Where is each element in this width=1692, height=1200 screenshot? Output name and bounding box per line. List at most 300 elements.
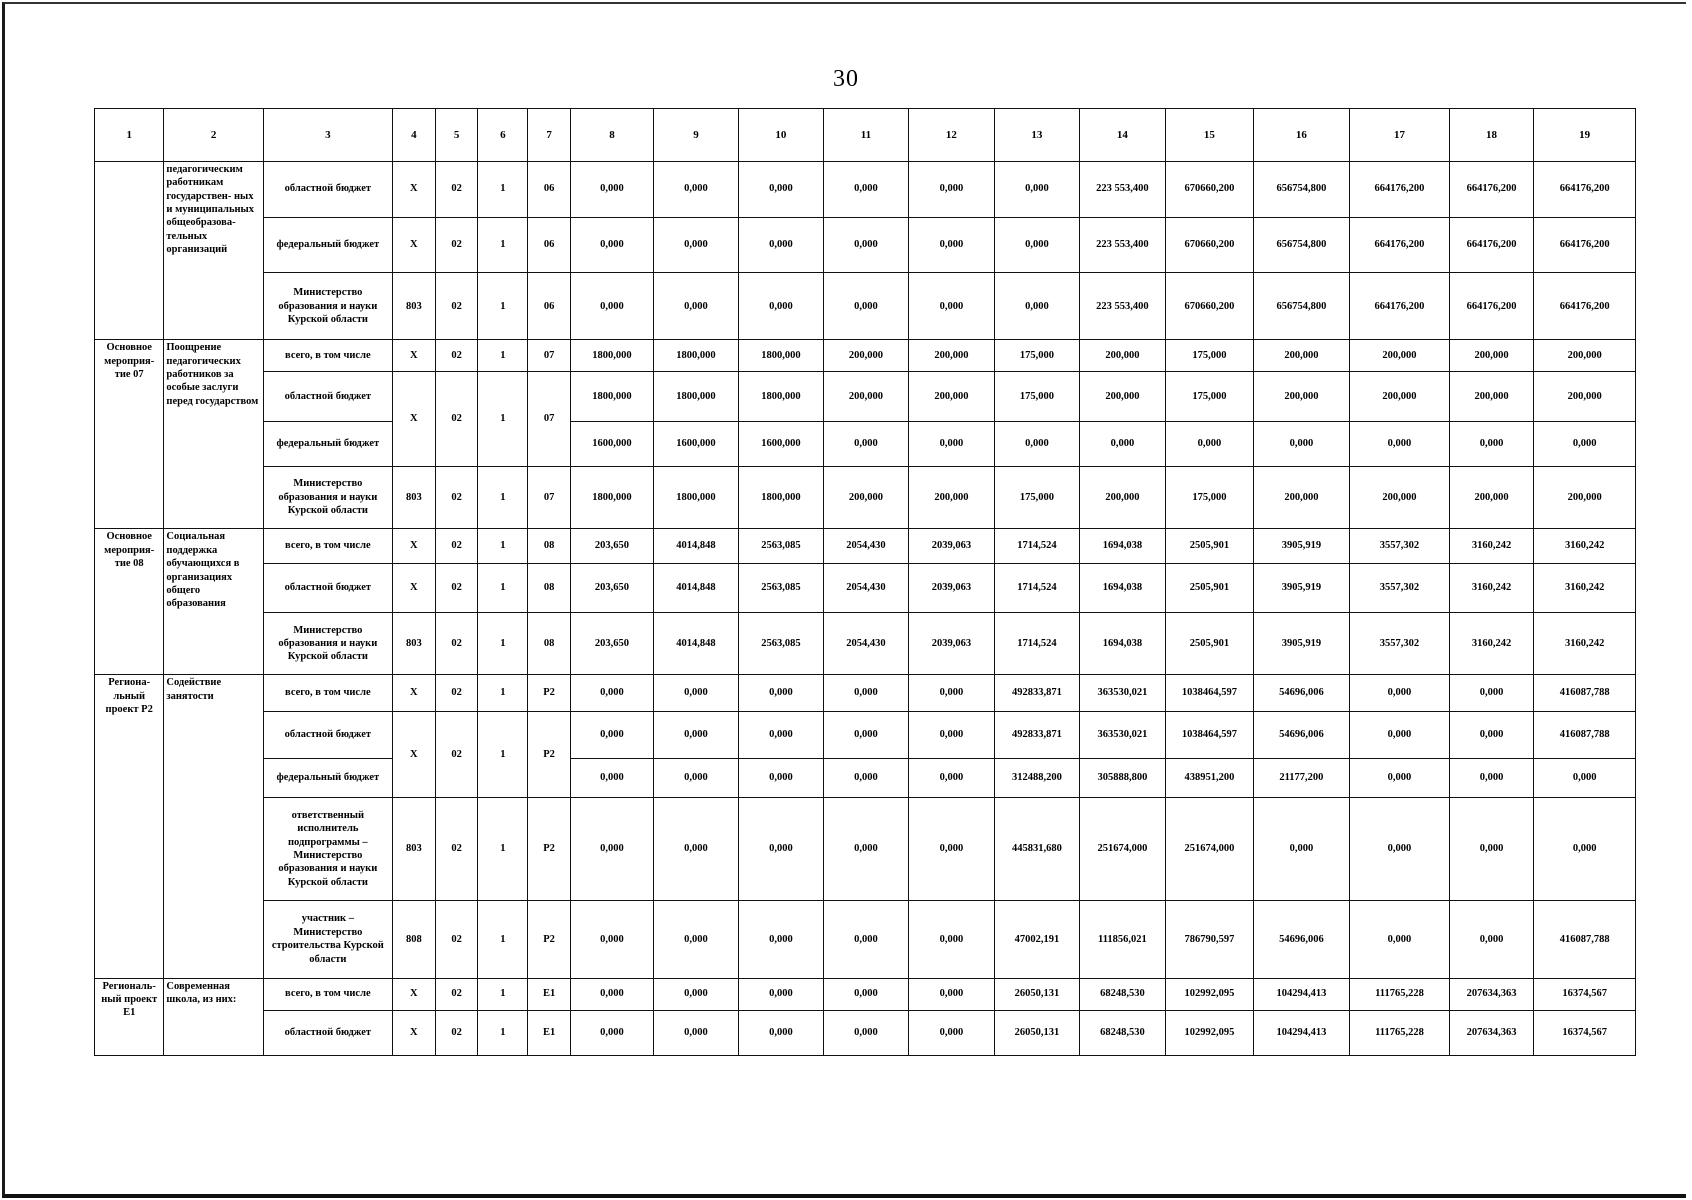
amount-cell-col16: 104294,413	[1253, 1010, 1350, 1055]
amount-cell-col11: 0,000	[824, 1010, 908, 1055]
amount-cell-col10: 0,000	[738, 978, 823, 1010]
amount-cell-col15: 0,000	[1166, 421, 1254, 466]
amount-cell-col18: 0,000	[1449, 797, 1533, 900]
amount-cell-col8: 1800,000	[570, 466, 653, 528]
section-code-cell: 02	[435, 1010, 477, 1055]
amount-cell-col8: 0,000	[570, 1010, 653, 1055]
amount-cell-col11: 0,000	[824, 421, 908, 466]
amount-cell-col18: 207634,363	[1449, 978, 1533, 1010]
amount-cell-col14: 251674,000	[1079, 797, 1166, 900]
column-header-13: 13	[995, 109, 1079, 162]
amount-cell-col13: 492833,871	[995, 675, 1079, 712]
amount-cell-col15: 2505,901	[1166, 529, 1254, 563]
amount-cell-col10: 0,000	[738, 273, 823, 340]
section-code-cell: 02	[435, 797, 477, 900]
measure-code-cell: Регионa- льный проект P2	[95, 675, 164, 978]
amount-cell-col19: 16374,567	[1534, 1010, 1636, 1055]
amount-cell-col13: 312488,200	[995, 759, 1079, 798]
amount-cell-col16: 104294,413	[1253, 978, 1350, 1010]
amount-cell-col15: 786790,597	[1166, 901, 1254, 978]
amount-cell-col14: 0,000	[1079, 421, 1166, 466]
table-row	[95, 161, 1636, 217]
event-code-cell: P2	[528, 901, 570, 978]
amount-cell-col11: 0,000	[824, 978, 908, 1010]
event-code-cell: P2	[528, 711, 570, 797]
amount-cell-col17: 200,000	[1350, 340, 1450, 372]
amount-cell-col10: 1800,000	[738, 466, 823, 528]
event-code-cell: E1	[528, 1010, 570, 1055]
amount-cell-col18: 3160,242	[1449, 529, 1533, 563]
measure-code-cell: Основное мероприя- тие 07	[95, 340, 164, 529]
subprogram-code-cell: 1	[478, 340, 528, 372]
measure-name-cell: Современная школа, из них:	[164, 978, 264, 1056]
amount-cell-col17: 111765,228	[1350, 1010, 1450, 1055]
grbs-code-cell: X	[392, 675, 435, 712]
section-code-cell: 02	[435, 372, 477, 467]
event-code-cell: E1	[528, 978, 570, 1010]
amount-cell-col19: 664176,200	[1534, 273, 1636, 340]
amount-cell-col17: 664176,200	[1350, 161, 1450, 217]
amount-cell-col9: 1800,000	[654, 340, 738, 372]
amount-cell-col16: 21177,200	[1253, 759, 1350, 798]
column-header-10: 10	[738, 109, 823, 162]
amount-cell-col17: 0,000	[1350, 901, 1450, 978]
section-code-cell: 02	[435, 273, 477, 340]
measure-name-cell: Поощрение педагогических работников за особые заслуги перед государством	[164, 340, 264, 529]
amount-cell-col8: 1800,000	[570, 340, 653, 372]
subprogram-code-cell: 1	[478, 797, 528, 900]
amount-cell-col11: 2054,430	[824, 613, 908, 675]
section-code-cell: 02	[435, 675, 477, 712]
amount-cell-col12: 200,000	[908, 372, 995, 421]
amount-cell-col10: 0,000	[738, 797, 823, 900]
amount-cell-col12: 2039,063	[908, 563, 995, 612]
amount-cell-col15: 1038464,597	[1166, 675, 1254, 712]
amount-cell-col9: 0,000	[654, 901, 738, 978]
amount-cell-col14: 200,000	[1079, 372, 1166, 421]
amount-cell-col15: 102992,095	[1166, 1010, 1254, 1055]
column-header-8: 8	[570, 109, 653, 162]
table-row	[95, 711, 1636, 758]
amount-cell-col18: 3160,242	[1449, 563, 1533, 612]
amount-cell-col12: 200,000	[908, 340, 995, 372]
amount-cell-col12: 0,000	[908, 797, 995, 900]
column-header-9: 9	[654, 109, 738, 162]
amount-cell-col14: 68248,530	[1079, 978, 1166, 1010]
subprogram-code-cell: 1	[478, 372, 528, 467]
amount-cell-col9: 1600,000	[654, 421, 738, 466]
amount-cell-col10: 1600,000	[738, 421, 823, 466]
amount-cell-col19: 3160,242	[1534, 613, 1636, 675]
amount-cell-col18: 0,000	[1449, 711, 1533, 758]
column-header-12: 12	[908, 109, 995, 162]
amount-cell-col16: 3905,919	[1253, 613, 1350, 675]
section-code-cell: 02	[435, 340, 477, 372]
section-code-cell: 02	[435, 901, 477, 978]
funding-source-cell: федеральный бюджет	[263, 759, 392, 798]
amount-cell-col13: 0,000	[995, 217, 1079, 273]
amount-cell-col14: 223 553,400	[1079, 217, 1166, 273]
subprogram-code-cell: 1	[478, 273, 528, 340]
funding-source-cell: Министерство образования и науки Курской области	[263, 613, 392, 675]
amount-cell-col13: 175,000	[995, 372, 1079, 421]
amount-cell-col9: 0,000	[654, 797, 738, 900]
amount-cell-col8: 203,650	[570, 563, 653, 612]
table-row	[95, 759, 1636, 798]
amount-cell-col13: 492833,871	[995, 711, 1079, 758]
amount-cell-col16: 0,000	[1253, 421, 1350, 466]
funding-source-cell: всего, в том числе	[263, 340, 392, 372]
measure-name-cell: Содействие занятости	[164, 675, 264, 978]
amount-cell-col12: 2039,063	[908, 529, 995, 563]
amount-cell-col17: 200,000	[1350, 466, 1450, 528]
amount-cell-col17: 664176,200	[1350, 273, 1450, 340]
amount-cell-col19: 416087,788	[1534, 711, 1636, 758]
amount-cell-col17: 0,000	[1350, 711, 1450, 758]
grbs-code-cell: X	[392, 372, 435, 467]
amount-cell-col19: 200,000	[1534, 340, 1636, 372]
subprogram-code-cell: 1	[478, 675, 528, 712]
amount-cell-col14: 223 553,400	[1079, 273, 1166, 340]
amount-cell-col18: 0,000	[1449, 675, 1533, 712]
column-header-19: 19	[1534, 109, 1636, 162]
grbs-code-cell: X	[392, 529, 435, 563]
subprogram-code-cell: 1	[478, 711, 528, 797]
grbs-code-cell: X	[392, 217, 435, 273]
amount-cell-col15: 670660,200	[1166, 161, 1254, 217]
column-header-14: 14	[1079, 109, 1166, 162]
amount-cell-col18: 200,000	[1449, 372, 1533, 421]
amount-cell-col17: 0,000	[1350, 421, 1450, 466]
grbs-code-cell: 808	[392, 901, 435, 978]
amount-cell-col15: 175,000	[1166, 466, 1254, 528]
amount-cell-col19: 3160,242	[1534, 563, 1636, 612]
amount-cell-col17: 0,000	[1350, 759, 1450, 798]
amount-cell-col8: 0,000	[570, 759, 653, 798]
amount-cell-col16: 200,000	[1253, 372, 1350, 421]
amount-cell-col19: 16374,567	[1534, 978, 1636, 1010]
event-code-cell: P2	[528, 675, 570, 712]
amount-cell-col18: 0,000	[1449, 901, 1533, 978]
event-code-cell: P2	[528, 797, 570, 900]
amount-cell-col9: 0,000	[654, 217, 738, 273]
grbs-code-cell: 803	[392, 797, 435, 900]
amount-cell-col8: 0,000	[570, 675, 653, 712]
section-code-cell: 02	[435, 161, 477, 217]
amount-cell-col13: 26050,131	[995, 978, 1079, 1010]
amount-cell-col12: 0,000	[908, 1010, 995, 1055]
amount-cell-col14: 111856,021	[1079, 901, 1166, 978]
event-code-cell: 08	[528, 563, 570, 612]
amount-cell-col19: 0,000	[1534, 759, 1636, 798]
amount-cell-col19: 664176,200	[1534, 161, 1636, 217]
amount-cell-col19: 416087,788	[1534, 675, 1636, 712]
amount-cell-col12: 0,000	[908, 901, 995, 978]
amount-cell-col18: 664176,200	[1449, 161, 1533, 217]
amount-cell-col15: 2505,901	[1166, 613, 1254, 675]
table-row	[95, 613, 1636, 675]
amount-cell-col17: 0,000	[1350, 797, 1450, 900]
amount-cell-col14: 363530,021	[1079, 675, 1166, 712]
funding-source-cell: федеральный бюджет	[263, 217, 392, 273]
amount-cell-col19: 416087,788	[1534, 901, 1636, 978]
amount-cell-col14: 363530,021	[1079, 711, 1166, 758]
section-code-cell: 02	[435, 217, 477, 273]
amount-cell-col14: 200,000	[1079, 340, 1166, 372]
amount-cell-col11: 0,000	[824, 901, 908, 978]
funding-source-cell: областной бюджет	[263, 1010, 392, 1055]
amount-cell-col12: 200,000	[908, 466, 995, 528]
column-header-2: 2	[164, 109, 264, 162]
amount-cell-col14: 223 553,400	[1079, 161, 1166, 217]
amount-cell-col15: 1038464,597	[1166, 711, 1254, 758]
amount-cell-col19: 200,000	[1534, 372, 1636, 421]
section-code-cell: 02	[435, 466, 477, 528]
measure-code-cell: Региональ- ный проект E1	[95, 978, 164, 1056]
amount-cell-col16: 200,000	[1253, 466, 1350, 528]
funding-source-cell: областной бюджет	[263, 372, 392, 421]
column-header-5: 5	[435, 109, 477, 162]
amount-cell-col18: 664176,200	[1449, 273, 1533, 340]
amount-cell-col9: 0,000	[654, 759, 738, 798]
amount-cell-col10: 2563,085	[738, 529, 823, 563]
amount-cell-col14: 1694,038	[1079, 613, 1166, 675]
amount-cell-col11: 0,000	[824, 161, 908, 217]
amount-cell-col14: 1694,038	[1079, 529, 1166, 563]
column-header-7: 7	[528, 109, 570, 162]
funding-source-cell: всего, в том числе	[263, 529, 392, 563]
table-row	[95, 1010, 1636, 1055]
grbs-code-cell: 803	[392, 273, 435, 340]
subprogram-code-cell: 1	[478, 161, 528, 217]
section-code-cell: 02	[435, 613, 477, 675]
amount-cell-col19: 664176,200	[1534, 217, 1636, 273]
amount-cell-col11: 0,000	[824, 273, 908, 340]
column-header-4: 4	[392, 109, 435, 162]
column-header-15: 15	[1166, 109, 1254, 162]
amount-cell-col13: 1714,524	[995, 529, 1079, 563]
table-row	[95, 217, 1636, 273]
column-header-11: 11	[824, 109, 908, 162]
amount-cell-col18: 207634,363	[1449, 1010, 1533, 1055]
amount-cell-col12: 0,000	[908, 711, 995, 758]
grbs-code-cell: X	[392, 711, 435, 797]
grbs-code-cell: X	[392, 978, 435, 1010]
column-header-16: 16	[1253, 109, 1350, 162]
amount-cell-col11: 200,000	[824, 372, 908, 421]
amount-cell-col8: 0,000	[570, 711, 653, 758]
funding-source-cell: участник – Министерство строительства Курской области	[263, 901, 392, 978]
amount-cell-col18: 664176,200	[1449, 217, 1533, 273]
table-row	[95, 273, 1636, 340]
subprogram-code-cell: 1	[478, 466, 528, 528]
funding-source-cell: областной бюджет	[263, 711, 392, 758]
subprogram-code-cell: 1	[478, 978, 528, 1010]
amount-cell-col16: 656754,800	[1253, 273, 1350, 340]
amount-cell-col15: 670660,200	[1166, 217, 1254, 273]
amount-cell-col16: 200,000	[1253, 340, 1350, 372]
amount-cell-col16: 3905,919	[1253, 529, 1350, 563]
amount-cell-col17: 200,000	[1350, 372, 1450, 421]
amount-cell-col8: 0,000	[570, 161, 653, 217]
amount-cell-col11: 0,000	[824, 711, 908, 758]
column-header-17: 17	[1350, 109, 1450, 162]
amount-cell-col17: 111765,228	[1350, 978, 1450, 1010]
table-row	[95, 529, 1636, 563]
grbs-code-cell: 803	[392, 613, 435, 675]
amount-cell-col15: 438951,200	[1166, 759, 1254, 798]
amount-cell-col9: 0,000	[654, 1010, 738, 1055]
amount-cell-col11: 200,000	[824, 466, 908, 528]
funding-source-cell: областной бюджет	[263, 563, 392, 612]
amount-cell-col8: 0,000	[570, 797, 653, 900]
amount-cell-col17: 3557,302	[1350, 563, 1450, 612]
amount-cell-col10: 0,000	[738, 1010, 823, 1055]
amount-cell-col9: 4014,848	[654, 613, 738, 675]
amount-cell-col11: 0,000	[824, 217, 908, 273]
event-code-cell: 06	[528, 217, 570, 273]
amount-cell-col15: 102992,095	[1166, 978, 1254, 1010]
amount-cell-col19: 200,000	[1534, 466, 1636, 528]
measure-name-cell: педагогическим работникам государствен- ных и муниципальных общеобразова- тельных организаций	[164, 161, 264, 339]
grbs-code-cell: X	[392, 161, 435, 217]
amount-cell-col12: 0,000	[908, 978, 995, 1010]
amount-cell-col10: 0,000	[738, 217, 823, 273]
amount-cell-col16: 656754,800	[1253, 217, 1350, 273]
amount-cell-col18: 3160,242	[1449, 613, 1533, 675]
amount-cell-col16: 54696,006	[1253, 901, 1350, 978]
amount-cell-col17: 664176,200	[1350, 217, 1450, 273]
grbs-code-cell: X	[392, 1010, 435, 1055]
amount-cell-col10: 0,000	[738, 759, 823, 798]
amount-cell-col8: 0,000	[570, 901, 653, 978]
grbs-code-cell: 803	[392, 466, 435, 528]
amount-cell-col19: 0,000	[1534, 797, 1636, 900]
event-code-cell: 07	[528, 466, 570, 528]
section-code-cell: 02	[435, 978, 477, 1010]
amount-cell-col16: 54696,006	[1253, 711, 1350, 758]
section-code-cell: 02	[435, 563, 477, 612]
amount-cell-col14: 1694,038	[1079, 563, 1166, 612]
amount-cell-col13: 0,000	[995, 161, 1079, 217]
table-row	[95, 563, 1636, 612]
table-row	[95, 675, 1636, 712]
amount-cell-col18: 0,000	[1449, 421, 1533, 466]
amount-cell-col15: 670660,200	[1166, 273, 1254, 340]
column-header-3: 3	[263, 109, 392, 162]
amount-cell-col14: 305888,800	[1079, 759, 1166, 798]
amount-cell-col8: 0,000	[570, 273, 653, 340]
amount-cell-col17: 0,000	[1350, 675, 1450, 712]
amount-cell-col11: 0,000	[824, 675, 908, 712]
amount-cell-col12: 0,000	[908, 161, 995, 217]
amount-cell-col8: 1600,000	[570, 421, 653, 466]
grbs-code-cell: X	[392, 563, 435, 612]
subprogram-code-cell: 1	[478, 217, 528, 273]
amount-cell-col10: 1800,000	[738, 372, 823, 421]
table-row	[95, 466, 1636, 528]
subprogram-code-cell: 1	[478, 1010, 528, 1055]
amount-cell-col18: 200,000	[1449, 340, 1533, 372]
budget-table	[94, 108, 1636, 1056]
amount-cell-col9: 0,000	[654, 978, 738, 1010]
column-header-1: 1	[95, 109, 164, 162]
measure-name-cell: Социальная поддержка обучающихся в организациях общего образования	[164, 529, 264, 675]
table-body	[95, 109, 1636, 1056]
amount-cell-col12: 0,000	[908, 759, 995, 798]
amount-cell-col13: 445831,680	[995, 797, 1079, 900]
amount-cell-col8: 203,650	[570, 613, 653, 675]
column-header-18: 18	[1449, 109, 1533, 162]
amount-cell-col9: 4014,848	[654, 529, 738, 563]
funding-source-cell: ответственный исполнитель подпрограммы – Министерство образования и науки Курской области	[263, 797, 392, 900]
amount-cell-col10: 0,000	[738, 711, 823, 758]
event-code-cell: 06	[528, 161, 570, 217]
event-code-cell: 07	[528, 372, 570, 467]
amount-cell-col10: 0,000	[738, 901, 823, 978]
amount-cell-col11: 200,000	[824, 340, 908, 372]
subprogram-code-cell: 1	[478, 529, 528, 563]
amount-cell-col16: 656754,800	[1253, 161, 1350, 217]
funding-source-cell: Министерство образования и науки Курской области	[263, 273, 392, 340]
amount-cell-col12: 0,000	[908, 273, 995, 340]
table-row	[95, 978, 1636, 1010]
amount-cell-col8: 1800,000	[570, 372, 653, 421]
amount-cell-col13: 175,000	[995, 466, 1079, 528]
amount-cell-col12: 2039,063	[908, 613, 995, 675]
amount-cell-col8: 0,000	[570, 217, 653, 273]
amount-cell-col10: 2563,085	[738, 563, 823, 612]
section-code-cell: 02	[435, 711, 477, 797]
amount-cell-col15: 2505,901	[1166, 563, 1254, 612]
table-header-row	[95, 109, 1636, 162]
amount-cell-col9: 1800,000	[654, 466, 738, 528]
amount-cell-col15: 175,000	[1166, 372, 1254, 421]
amount-cell-col10: 0,000	[738, 161, 823, 217]
table-row	[95, 340, 1636, 372]
amount-cell-col15: 251674,000	[1166, 797, 1254, 900]
table-row	[95, 372, 1636, 421]
table-row	[95, 797, 1636, 900]
amount-cell-col12: 0,000	[908, 675, 995, 712]
page-number: 30	[833, 66, 859, 92]
amount-cell-col8: 203,650	[570, 529, 653, 563]
measure-code-cell: Основное мероприя- тие 08	[95, 529, 164, 675]
amount-cell-col8: 0,000	[570, 978, 653, 1010]
amount-cell-col9: 0,000	[654, 273, 738, 340]
funding-source-cell: областной бюджет	[263, 161, 392, 217]
amount-cell-col19: 3160,242	[1534, 529, 1636, 563]
column-header-6: 6	[478, 109, 528, 162]
amount-cell-col11: 0,000	[824, 759, 908, 798]
amount-cell-col9: 1800,000	[654, 372, 738, 421]
subprogram-code-cell: 1	[478, 901, 528, 978]
amount-cell-col17: 3557,302	[1350, 613, 1450, 675]
funding-source-cell: Министерство образования и науки Курской области	[263, 466, 392, 528]
amount-cell-col11: 0,000	[824, 797, 908, 900]
amount-cell-col17: 3557,302	[1350, 529, 1450, 563]
amount-cell-col14: 200,000	[1079, 466, 1166, 528]
amount-cell-col18: 0,000	[1449, 759, 1533, 798]
amount-cell-col19: 0,000	[1534, 421, 1636, 466]
amount-cell-col12: 0,000	[908, 421, 995, 466]
event-code-cell: 08	[528, 529, 570, 563]
amount-cell-col14: 68248,530	[1079, 1010, 1166, 1055]
grbs-code-cell: X	[392, 340, 435, 372]
amount-cell-col18: 200,000	[1449, 466, 1533, 528]
measure-code-cell	[95, 161, 164, 339]
table-row	[95, 421, 1636, 466]
